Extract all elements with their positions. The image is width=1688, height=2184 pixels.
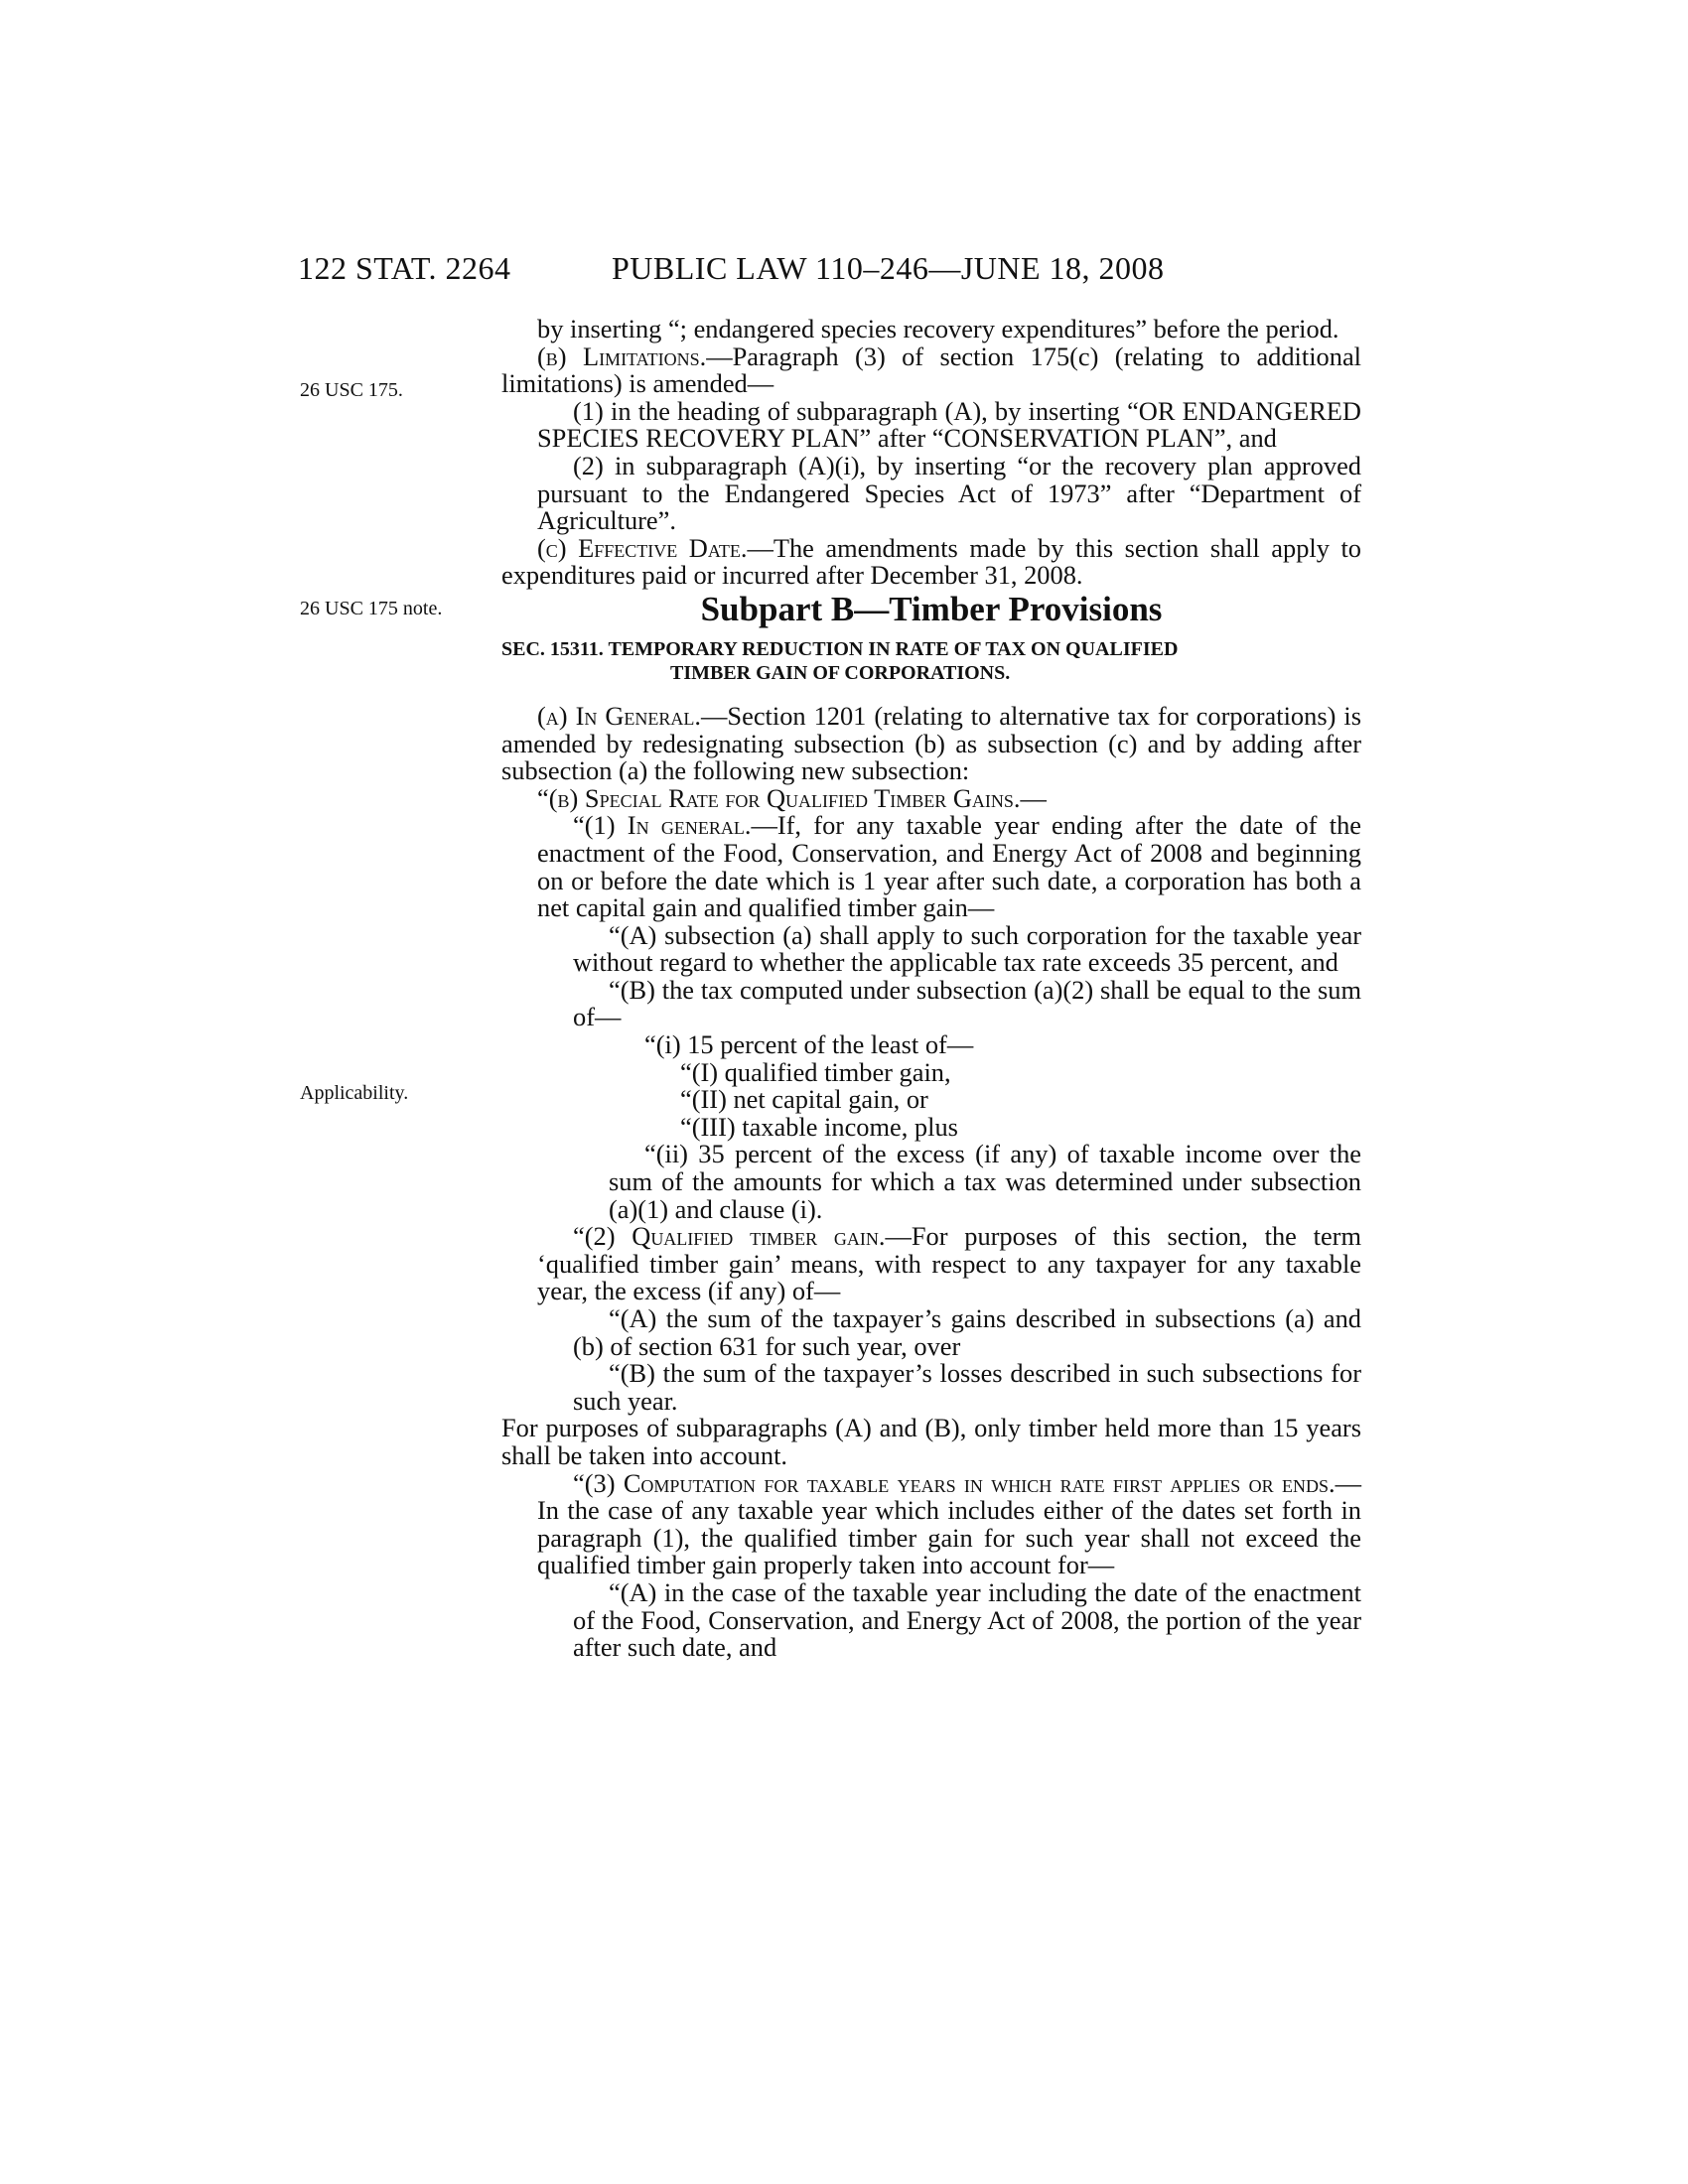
subsection-a (501, 700, 1361, 786)
paragraph-continuation: by inserting “; endangered species recovery expenditures” before the period. (537, 314, 1339, 343)
subsection-b-text: —Paragraph (3) of section 175(c) (relating to additional limitations) is amended— (501, 341, 1361, 399)
clause-b1: (1) in the heading of subparagraph (A), by inserting “OR ENDANGERED SPECIES RECOVERY PLAN” after “CONSERVATION PLAN”, and (537, 395, 1361, 454)
quoted-subparagraph-A: “(A) subsection (a) shall apply to such corporation for the taxable year without regard to whether the applicable tax rate exceeds 35 percent, and (573, 919, 1361, 978)
subsection-c-heading: (c) Effective Date. (537, 532, 748, 563)
quoted-paragraph-1-text: —If, for any taxable year ending after the date of the enactment of the Food, Conservation, and Energy Act of 2008 and beginning on or before the date which is 1 year after such date, a corporation has both a net capital gain and qualified timber gain— (537, 810, 1361, 923)
quoted-paragraph-1-heading: “(1) In general. (573, 810, 752, 841)
quoted-paragraph-2 (501, 1223, 1361, 1305)
quoted-paragraph-1 (501, 812, 1361, 921)
margin-note-usc-175-note: 26 USC 175 note. (300, 598, 443, 619)
quoted-clause-i: “(i) 15 percent of the least of— (644, 1029, 974, 1060)
margin-note-applicability: Applicability. (300, 1082, 409, 1104)
quoted-paragraph-3-subparagraph-A: “(A) in the case of the taxable year including the date of the enactment of the Food, Conservation, and Energy Act of 2008, the portion of the year after such date, and (573, 1576, 1361, 1663)
margin-note-usc-175: 26 USC 175. (300, 379, 403, 401)
stat-page-number: 122 STAT. 2264 (298, 250, 511, 286)
quoted-paragraph-3 (501, 1467, 1361, 1580)
quoted-paragraph-3-heading: “(3) Computation for taxable years in which rate first applies or ends. (573, 1467, 1336, 1498)
quoted-subclause-III: “(III) taxable income, plus (680, 1111, 958, 1142)
quoted-paragraph-3-text: —In the case of any taxable year which includes either of the dates set forth in paragraph (1), the qualified timber gain for such year shall not exceed the qualified timber gain properly taken into account for— (537, 1467, 1361, 1580)
quoted-paragraph-2-text: —For purposes of this section, the term ‘qualified timber gain’ means, with respect to any taxpayer for any taxable year, the excess (if any) of— (537, 1221, 1361, 1306)
section-title (501, 637, 1361, 685)
subsection-a-text: —Section 1201 (relating to alternative tax for corporations) is amended by redesignating subsection (b) as subsection (c) and by adding after subsection (a) the following new subsection: (501, 700, 1361, 786)
quoted-subsection-b-heading: “(b) Special Rate for Qualified Timber Gains.— (537, 782, 1047, 813)
quoted-subparagraph-B: “(B) the tax computed under subsection (a)(2) shall be equal to the sum of— (573, 974, 1361, 1032)
quoted-paragraph-2-subparagraph-B: “(B) the sum of the taxpayer’s losses described in such subsections for such year. (573, 1358, 1361, 1416)
subsection-b (501, 343, 1361, 398)
section-title-line-2: TIMBER GAIN OF CORPORATIONS. (670, 661, 1011, 684)
subsection-c (501, 532, 1361, 591)
quoted-paragraph-2-flush-text: For purposes of subparagraphs (A) and (B), only timber held more than 15 years shall be taken into account. (501, 1413, 1361, 1470)
quoted-subclause-II: “(II) net capital gain, or (680, 1084, 928, 1115)
quoted-paragraph-2-subparagraph-A: “(A) the sum of the taxpayer’s gains described in subsections (a) and (b) of section 631 for such year, over (573, 1303, 1361, 1361)
subpart-title: Subpart B—Timber Provisions (700, 589, 1163, 628)
quoted-subclause-I: “(I) qualified timber gain, (680, 1056, 951, 1087)
quoted-clause-ii: “(ii) 35 percent of the excess (if any) of taxable income over the sum of the amounts for which a tax was determined under subsection (a)(1) and clause (i). (609, 1139, 1361, 1224)
section-title-line-1: SEC. 15311. TEMPORARY REDUCTION IN RATE OF TAX ON QUALIFIED (501, 637, 1179, 660)
main-text-column (501, 316, 1361, 1662)
subsection-b-heading: (b) Limitations. (537, 341, 707, 371)
clause-b2: (2) in subparagraph (A)(i), by inserting “or the recovery plan approved pursuant to the Endangered Species Act of 1973” after “Department of Agriculture”. (537, 450, 1361, 536)
running-header: PUBLIC LAW 110–246—JUNE 18, 2008 (612, 250, 1165, 286)
subsection-a-heading: (a) In General. (537, 700, 702, 731)
subsection-c-text: —The amendments made by this section shall apply to expenditures paid or incurred after December 31, 2008. (501, 532, 1361, 591)
quoted-paragraph-2-heading: “(2) Qualified timber gain. (573, 1221, 886, 1252)
